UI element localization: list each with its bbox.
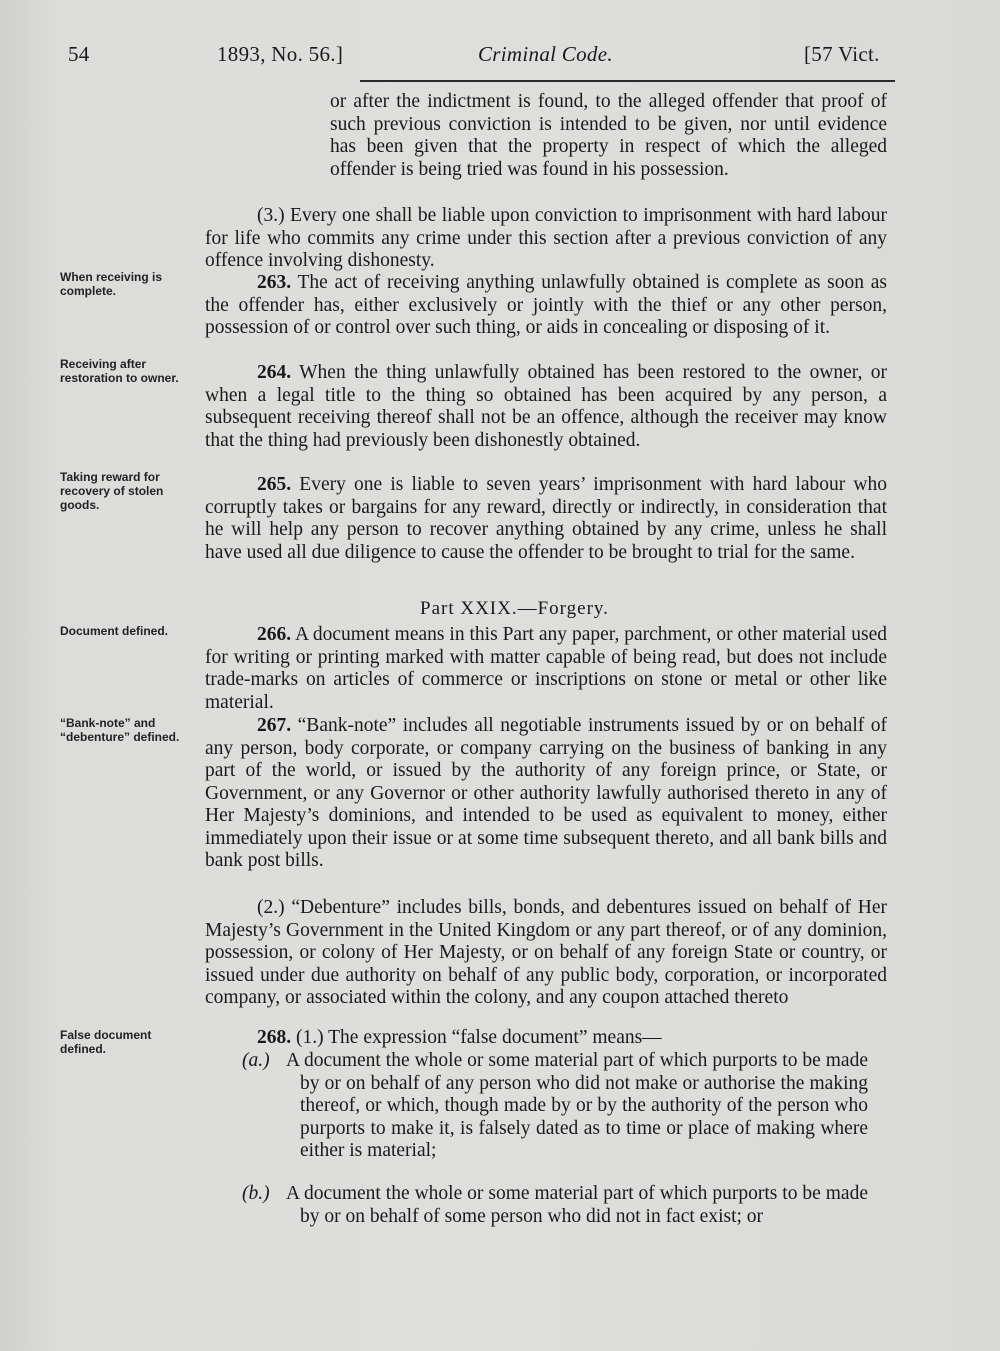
section-number: 268. bbox=[257, 1027, 292, 1048]
section-number: 265. bbox=[257, 474, 292, 495]
page-number: 54 bbox=[68, 42, 90, 66]
margin-note-receiving-complete: When receiving is complete. bbox=[60, 270, 163, 298]
section-text: Every one is liable to seven years’ imprisonment with hard labour who corruptly takes or bargains for any reward, directly or indirectly, in consideration that he will help any person to recover anything obtained by any crime, unless he shall have used all due diligence to cause the offender to be brought to trial for the same. bbox=[205, 474, 887, 563]
clause-label: (a.) bbox=[242, 1050, 270, 1071]
section-text: The act of receiving anything unlawfully obtained is complete as soon as the offender has, either exclusively or jointly with the thief or any other person, possession of or control over such thing, or aids in concealing or disposing of it. bbox=[205, 272, 887, 338]
section-267-subsection-2: (2.) “Debenture” includes bills, bonds, and debentures issued on behalf of Her Majesty’s Government in the United Kingdom or any part thereof, or of any dominion, possession, or colony of Her Majesty, or on behalf of any foreign State or country, or issued under due authority on behalf of any public body, corporation, or incorporated company, or associated within the colony, and any coupon attached thereto bbox=[205, 897, 887, 1008]
act-year-number: 1893, No. 56.] bbox=[217, 42, 344, 66]
clause-b: (b.) A document the whole or some material part of which purports to be made by or on behalf of some person who did not in fact exist; or bbox=[242, 1183, 868, 1227]
section-text: When the thing unlawfully obtained has been restored to the owner, or when a legal title to the thing so obtained has been acquired by any person, a subsequent receiving thereof shall not be an offence, although the receiver may know that the thing had previously been dishonestly obtained. bbox=[205, 362, 888, 451]
section-number: 266. bbox=[257, 624, 292, 645]
subsection-3: (3.) Every one shall be liable upon conviction to imprisonment with hard labour for life who commits any crime under this section after a previous conviction of any offence involving dishonesty. bbox=[205, 205, 887, 271]
section-number: 264. bbox=[257, 362, 292, 383]
margin-note-banknote-debenture: “Bank-note” and “debenture” defined. bbox=[60, 716, 180, 744]
page-header bbox=[0, 42, 1000, 82]
header-rule bbox=[360, 80, 895, 82]
section-267 bbox=[205, 715, 887, 873]
margin-note-receiving-after-restoration: Receiving after restoration to owner. bbox=[60, 357, 179, 385]
section-263 bbox=[205, 272, 887, 340]
clause-label: (b.) bbox=[242, 1183, 270, 1204]
continued-paragraph: or after the indictment is found, to the alleged offender that proof of such previous conviction is intended to be given, nor until evidence has been given that the property in respect of which the alleged offender is being tried was found in his possession. bbox=[330, 91, 887, 180]
regnal-year: [57 Vict. bbox=[804, 42, 880, 66]
section-number: 263. bbox=[257, 272, 292, 293]
part-heading: Part XXIX.—Forgery. bbox=[420, 598, 609, 619]
section-text: (1.) The expression “false document” means— bbox=[296, 1027, 662, 1048]
section-265 bbox=[205, 474, 887, 564]
section-266 bbox=[205, 624, 887, 714]
section-text: “Bank-note” includes all negotiable instruments issued by or on behalf of any person, body corporate, or company carrying on the business of banking in any part of the world, or issued by the authority of any foreign prince, or State, or Government, or any Governor or other authority lawfully authorised thereto in any of Her Majesty’s dominions, and intended to be used as equivalent to money, either immediately upon their issue or at some time subsequent thereto, and all bank bills and bank post bills. bbox=[205, 715, 888, 871]
section-268 bbox=[205, 1027, 887, 1050]
section-264 bbox=[205, 362, 887, 452]
margin-note-taking-reward: Taking reward for recovery of stolen goods. bbox=[60, 470, 164, 512]
margin-note-false-document: False document defined. bbox=[60, 1028, 152, 1056]
section-number: 267. bbox=[257, 715, 292, 736]
margin-note-document-defined: Document defined. bbox=[60, 624, 169, 638]
clause-a: (a.) A document the whole or some material part of which purports to be made by or on behalf of any person who did not make or authorise the making thereof, or which, though made by or by the authority of the person who purports to make it, is falsely dated as to time or place of making where either is material; bbox=[242, 1050, 868, 1161]
running-title: Criminal Code. bbox=[478, 42, 613, 66]
section-text: A document means in this Part any paper, parchment, or other material used for writing or printing marked with matter capable of being read, but does not include trade-marks on articles of commerce or inscriptions on stone or metal or other like material. bbox=[205, 624, 887, 713]
